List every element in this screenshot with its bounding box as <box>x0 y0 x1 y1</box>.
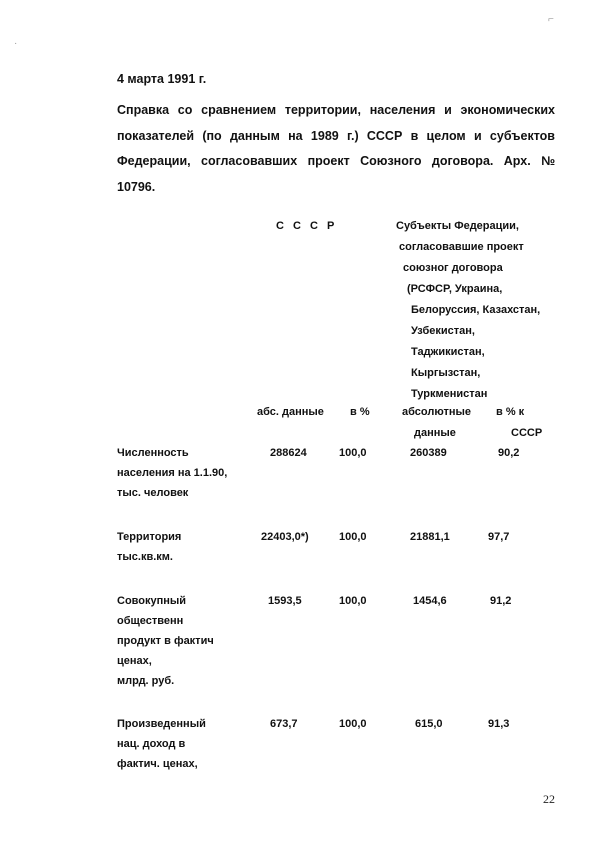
federation-header-line: Белоруссия, Казахстан, <box>411 304 541 316</box>
ussr-percent-value: 100,0 <box>339 718 367 730</box>
ussr-percent-value: 100,0 <box>339 595 367 607</box>
federation-abs-value: 260389 <box>410 447 447 459</box>
federation-header-line: союзног договора <box>403 262 503 274</box>
ussr-percent-value: 100,0 <box>339 531 367 543</box>
row-label-line: Совокупный <box>117 595 187 607</box>
ussr-abs-value: 22403,0*) <box>261 531 309 543</box>
column-absolute-line: абсолютные <box>402 406 471 418</box>
row-label-line: продукт в фактич <box>117 635 214 647</box>
federation-percent-value: 91,3 <box>488 718 510 730</box>
federation-percent-value: 91,2 <box>490 595 512 607</box>
row-label-line: ценах, <box>117 655 152 667</box>
federation-abs-value: 615,0 <box>415 718 443 730</box>
row-label-line: млрд. руб. <box>117 675 175 687</box>
ussr-abs-value: 1593,5 <box>268 595 302 607</box>
federation-header-line: Туркменистан <box>411 388 488 400</box>
document-title-paragraph: Справка со сравнением территории, населения и экономических показателей (по данным на 1989 г.) СССР в целом и субъектов Федерации, согласовавших проект Союзного договора. Арх. № 10796. <box>117 103 555 194</box>
federation-header-line: Таджикистан, <box>411 346 485 358</box>
row-label-line: Численность <box>117 447 189 459</box>
row-label-line: Территория <box>117 531 182 543</box>
row-label-line: общественн <box>117 615 184 627</box>
scan-mark-top-left: · <box>14 38 18 49</box>
federation-header-line: Кыргызстан, <box>411 367 481 379</box>
row-label-line: населения на 1.1.90, <box>117 467 228 479</box>
ussr-column-header: С С С Р <box>276 220 338 232</box>
ussr-abs-value: 673,7 <box>270 718 298 730</box>
row-label-line: Произведенный <box>117 718 206 730</box>
row-label-line: тыс. человек <box>117 487 189 499</box>
federation-percent-value: 97,7 <box>488 531 510 543</box>
scan-mark-top-right: ⌐ <box>548 14 554 25</box>
ussr-percent-value: 100,0 <box>339 447 367 459</box>
federation-header-line: согласовавшие проект <box>399 241 524 253</box>
row-label-line: тыс.кв.км. <box>117 551 173 563</box>
column-percent: в % <box>350 406 370 418</box>
column-percent-ussr-line: в % к <box>496 406 525 418</box>
row-label-line: фактич. ценах, <box>117 758 198 770</box>
document-date: 4 марта 1991 г. <box>117 72 207 86</box>
federation-header-line: Субъекты Федерации, <box>396 220 519 232</box>
column-absolute-line: данные <box>414 427 456 439</box>
column-abs-data: абс. данные <box>257 406 324 418</box>
federation-abs-value: 1454,6 <box>413 595 447 607</box>
column-percent-ussr-line: СССР <box>511 427 543 439</box>
federation-header-line: (РСФСР, Украина, <box>407 283 503 295</box>
federation-percent-value: 90,2 <box>498 447 520 459</box>
row-label-line: нац. доход в <box>117 738 186 750</box>
page-number: 22 <box>543 792 555 806</box>
federation-header-line: Узбекистан, <box>411 325 475 337</box>
ussr-abs-value: 288624 <box>270 447 307 459</box>
federation-abs-value: 21881,1 <box>410 531 450 543</box>
